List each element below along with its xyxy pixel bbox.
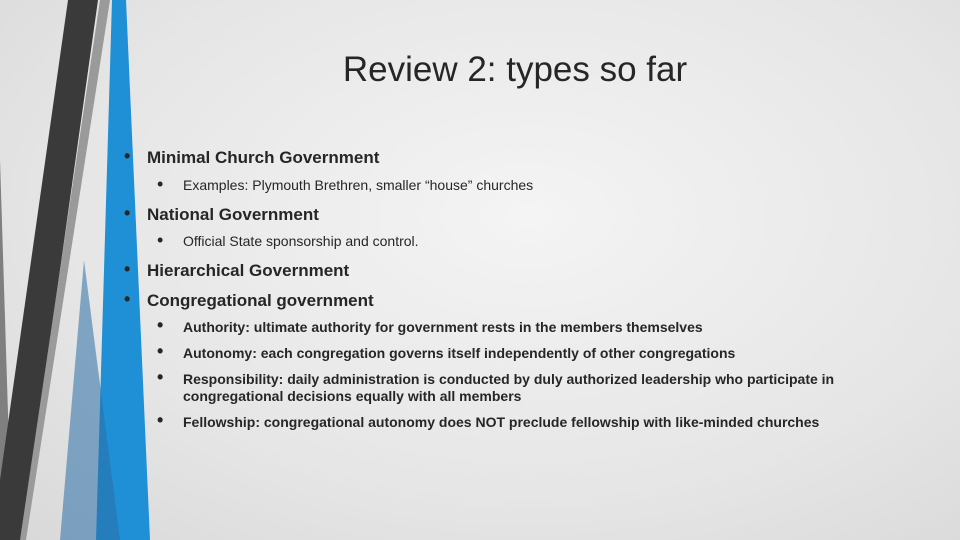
bullet-icon: • xyxy=(157,174,164,194)
sub-bullet-text: Examples: Plymouth Brethren, smaller “house” churches xyxy=(183,177,534,193)
bullet-list xyxy=(124,148,914,440)
bullet-text: National Government xyxy=(147,205,319,224)
bullet-text: Hierarchical Government xyxy=(147,261,350,280)
sub-bullet-text: Autonomy: each congregation governs itself independently of other congregations xyxy=(183,345,736,361)
bullet-icon: • xyxy=(157,341,164,361)
bullet-text: Minimal Church Government xyxy=(147,148,380,167)
bullet-item xyxy=(124,205,914,233)
bullet-icon: • xyxy=(124,203,131,223)
bullet-icon: • xyxy=(157,410,164,430)
sub-bullet-item xyxy=(124,341,914,371)
bullet-icon: • xyxy=(124,259,131,279)
bullet-item xyxy=(124,148,914,177)
bullet-text: Congregational government xyxy=(147,291,374,310)
sub-bullet-item xyxy=(124,367,914,414)
bullet-icon: • xyxy=(157,367,164,387)
bullet-icon: • xyxy=(157,230,164,250)
sub-bullet-item xyxy=(124,410,914,440)
sub-bullet-text: Responsibility: daily administration is conducted by duly authorized leadership who participate in congregational decisions equally with all members xyxy=(183,371,835,404)
sub-bullet-text: Fellowship: congregational autonomy does NOT preclude fellowship with like-minded churches xyxy=(183,414,820,430)
sub-bullet-text: Authority: ultimate authority for government rests in the members themselves xyxy=(183,319,703,335)
bullet-icon: • xyxy=(124,146,131,166)
sub-bullet-item xyxy=(124,174,914,205)
sub-bullet-text: Official State sponsorship and control. xyxy=(183,233,419,249)
sub-bullet-item xyxy=(124,315,914,345)
bullet-item xyxy=(124,261,914,291)
bullet-icon: • xyxy=(157,315,164,335)
bullet-icon: • xyxy=(124,289,131,309)
sub-bullet-item xyxy=(124,230,914,261)
slide-title: Review 2: types so far xyxy=(342,50,688,89)
bullet-item xyxy=(124,291,914,319)
